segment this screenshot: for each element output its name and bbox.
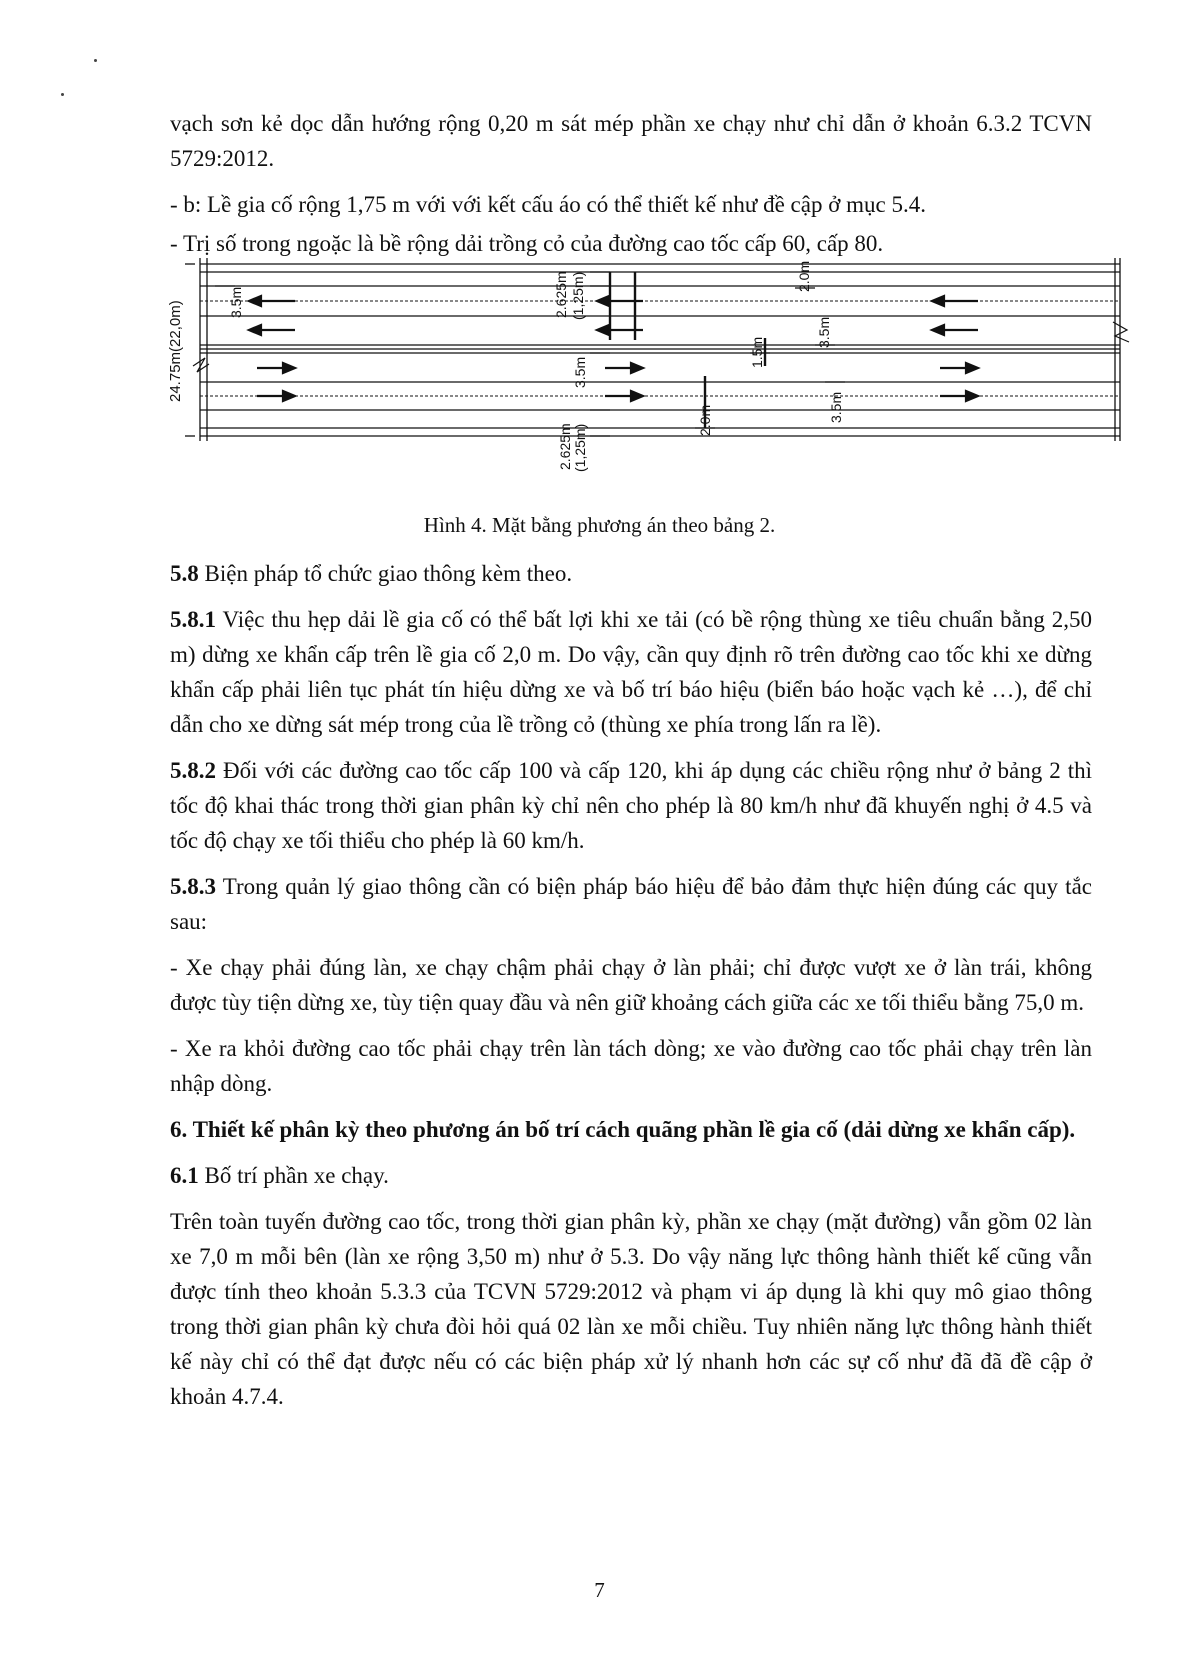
scan-speck: [94, 59, 97, 62]
section-heading-6: 6. Thiết kế phân kỳ theo phương án bố trí cách quãng phần lề gia cố (dải dừng xe khẩn cấp).: [170, 1117, 1076, 1142]
section-number: 6.1: [170, 1163, 199, 1188]
paragraph: 5.8.2 Đối với các đường cao tốc cấp 100 và cấp 120, khi áp dụng các chiều rộng như ở bảng 2 thì tốc độ khai thác trong thời gian phân kỳ chỉ nên cho phép là 80 km/h như đã khuyến nghị ở 4.5 và tốc độ chạy xe tối thiểu cho phép là 60 km/h.: [170, 758, 1092, 853]
dim-lane-right-top: 3.5m: [816, 316, 832, 348]
section-heading: 6.1 Bố trí phần xe chạy.: [170, 1163, 389, 1188]
top-text-block: [170, 106, 1092, 272]
dim-top-shoulder: 2.625m: [553, 271, 569, 318]
bullet-paragraph: - Xe chạy phải đúng làn, xe chạy chậm phải chạy ở làn phải; chỉ được vượt xe ở làn trái, không được tùy tiện dừng xe, tùy tiện quay đầu và nên giữ khoảng cách giữa các xe tối thiểu bằng 75,0 m.: [170, 955, 1092, 1015]
dim-lane-left-top: 3.5m: [228, 286, 244, 318]
page-number: 7: [594, 1578, 605, 1602]
scan-speck: [61, 93, 64, 96]
road-lines: [185, 258, 1120, 441]
dim-median: 1.5m: [749, 336, 765, 368]
dim-lane-right-bottom: 3.5m: [828, 391, 844, 423]
dim-total-width: 24.75m(22,0m): [167, 300, 184, 402]
bullet-paragraph: - Xe ra khỏi đường cao tốc phải chạy trên làn tách dòng; xe vào đường cao tốc phải chạy trên làn nhập dòng.: [170, 1036, 1092, 1096]
paragraph: Trên toàn tuyến đường cao tốc, trong thời gian phân kỳ, phần xe chạy (mặt đường) vẫn gồm 02 làn xe 7,0 m mỗi bên (làn xe rộng 3,50 m) như ở 5.3. Do vậy năng lực thông hành thiết kế cũng vẫn được tính theo khoản 5.3.3 của TCVN 5729:2012 và phạm vi áp dụng là khi quy mô giao thông trong thời gian phân kỳ chưa đòi hỏi quá 02 làn xe mỗi chiều. Tuy nhiên năng lực thông hành thiết kế này chỉ có thể đạt được nếu có các biện pháp xử lý nhanh hơn các sự cố như đã đã đề cập ở khoản 4.7.4.: [170, 1209, 1092, 1409]
paragraph: 5.8.1 Việc thu hẹp dải lề gia cố có thể bất lợi khi xe tải (có bề rộng thùng xe tiêu chuẩn bằng 2,50 m) dừng xe khẩn cấp trên lề gia cố 2,0 m. Do vậy, cần quy định rõ trên đường cao tốc khi xe dừng khẩn cấp phải liên tục phát tín hiệu dừng xe và bố trí báo hiệu (biển báo hoặc vạch kẻ …), để chỉ dẫn cho xe dừng sát mép trong của lề trồng cỏ (thùng xe phía trong lấn ra lề).: [170, 607, 1092, 737]
dim-lane-center-bottom: 3.5m: [572, 356, 588, 388]
dim-bottom-shoulder: 2.625m: [557, 423, 573, 470]
dim-top-right: 2.0m: [796, 260, 812, 292]
paragraph: 5.8.3 Trong quản lý giao thông cần có biện pháp báo hiệu để bảo đảm thực hiện đúng các quy tắc sau:: [170, 874, 1092, 934]
section-number: 5.8.1: [170, 607, 216, 632]
section-heading: [170, 556, 1092, 591]
section-number: 5.8.2: [170, 758, 216, 783]
section-number: 5.8: [170, 561, 199, 586]
road-plan-diagram: [165, 258, 1135, 510]
body-text-block: [170, 556, 1092, 1425]
section-number: 5.8.3: [170, 874, 216, 899]
section-title: Biện pháp tổ chức giao thông kèm theo.: [198, 561, 573, 586]
paragraph: - Trị số trong ngoặc là bề rộng dải trồng cỏ của đường cao tốc cấp 60, cấp 80.: [170, 231, 884, 256]
paragraph: - b: Lề gia cố rộng 1,75 m với với kết cấu áo có thể thiết kế như đề cập ở mục 5.4.: [170, 192, 926, 217]
dim-top-shoulder-alt: (1,25m): [570, 271, 586, 320]
figure-caption: Hình 4. Mặt bằng phương án theo bảng 2.: [423, 513, 776, 537]
dim-bottom-center: 2.0m: [697, 404, 713, 436]
paragraph: vạch sơn kẻ dọc dẫn hướng rộng 0,20 m sát mép phần xe chạy như chỉ dẫn ở khoản 6.3.2 TCVN 5729:2012.: [170, 111, 1092, 171]
dim-bottom-shoulder-alt: (1,25m): [572, 423, 588, 472]
